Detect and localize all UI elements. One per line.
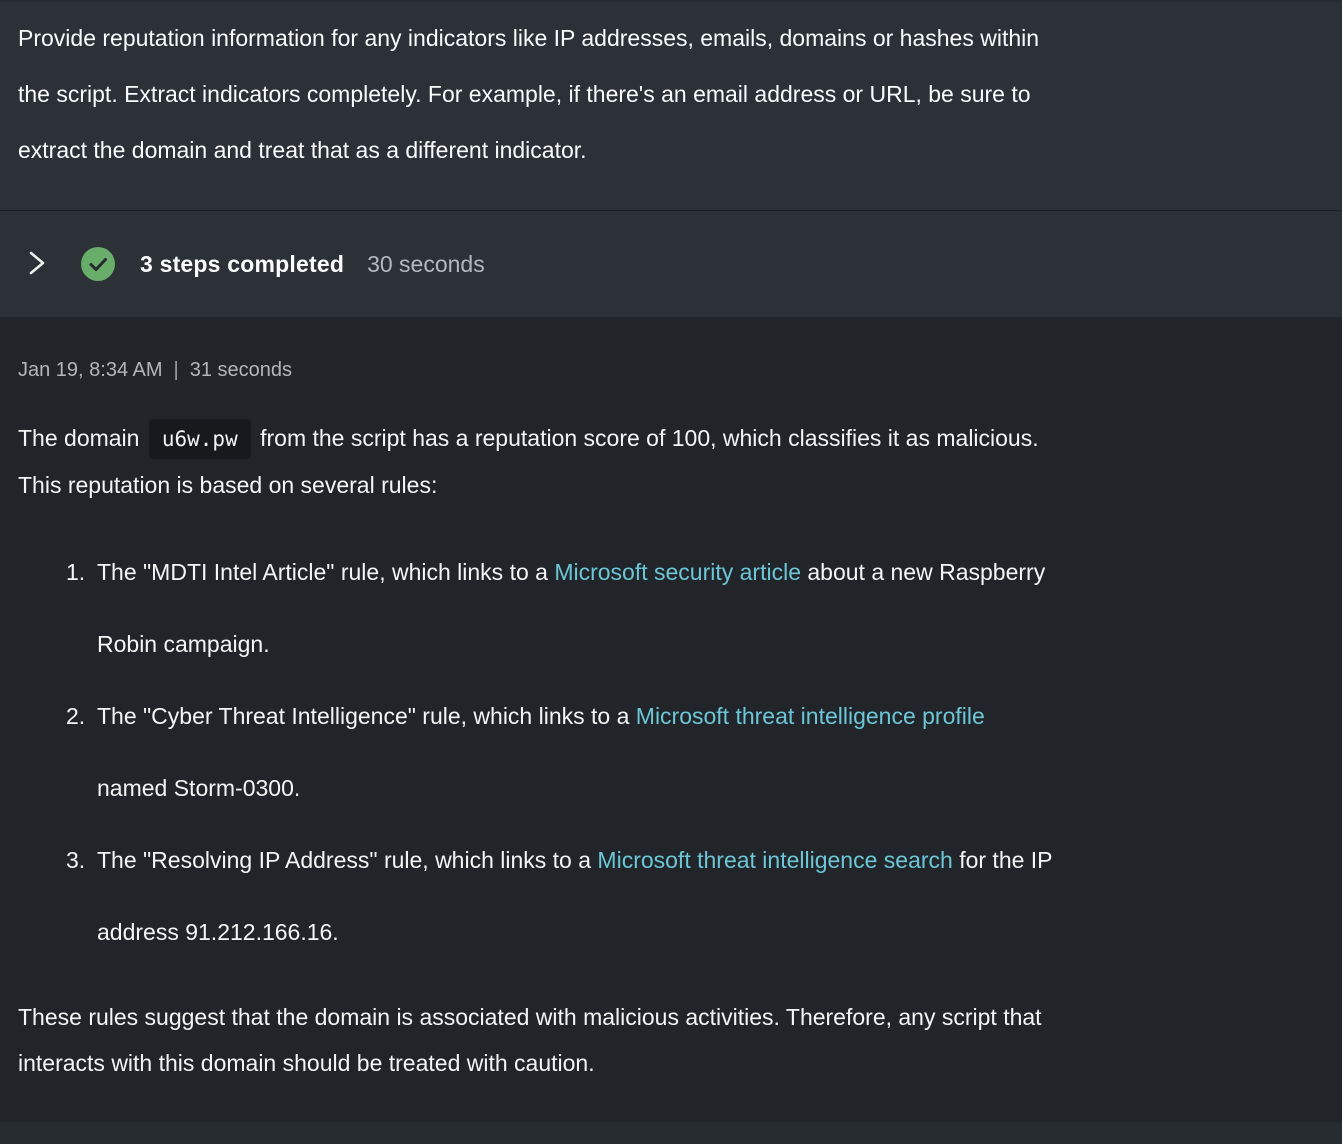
check-circle-icon [81,247,115,281]
prompt-line: extract the domain and treat that as a different indicator. [18,137,587,163]
list-item-text: The "Resolving IP Address" rule, which links to a [97,847,598,873]
assistant-response [0,317,1342,1086]
list-item-text: about a new Raspberry [801,559,1046,585]
list-item-text: The "MDTI Intel Article" rule, which links to a [97,559,555,585]
rules-list [18,536,1322,968]
list-item-number: 1. [66,559,86,585]
response-date: Jan 19, 8:34 AM [18,359,163,381]
intro-text-after-code: from the script has a reputation score of 100, which classifies it as malicious. [260,425,1039,451]
intro-line-1 [18,415,1322,462]
threat-intelligence-profile-link[interactable]: Microsoft threat intelligence profile [635,703,985,729]
timestamp-separator: | [173,359,179,381]
intro-text-before-code: The domain [18,425,140,451]
chevron-right-icon [26,248,48,281]
list-item-line-1 [97,824,1322,896]
intro-line-2: This reputation is based on several rules: [18,472,438,498]
conclusion-line-1: These rules suggest that the domain is associated with malicious activities. Therefore, any script that [18,1004,1042,1030]
list-item-body [97,680,1322,824]
list-item-line-2: named Storm-0300. [97,775,301,801]
list-item [18,824,1322,968]
response-conclusion-paragraph [18,994,1322,1086]
list-item [18,536,1322,680]
list-item-body [97,824,1322,968]
user-prompt [0,0,1342,210]
conclusion-line-2: interacts with this domain should be treated with caution. [18,1050,595,1076]
response-timestamp [18,356,1322,384]
response-duration: 31 seconds [189,359,293,381]
domain-code-chip: u6w.pw [149,419,251,459]
bottom-divider-band [0,1122,1342,1144]
steps-summary-row[interactable] [0,210,1342,317]
list-item-number: 3. [66,847,86,873]
list-item-text: for the IP [952,847,1053,873]
response-intro-paragraph [18,415,1322,509]
list-item-line-1 [97,680,1322,752]
list-item-body [97,536,1322,680]
prompt-line: Provide reputation information for any indicators like IP addresses, emails, domains or hashes within [18,25,1040,51]
list-item-number: 2. [66,703,86,729]
expand-steps-button[interactable] [25,249,49,279]
steps-duration: 30 seconds [367,250,485,277]
list-item-text: The "Cyber Threat Intelligence" rule, which links to a [97,703,636,729]
list-item-line-1 [97,536,1322,608]
prompt-line: the script. Extract indicators completely. For example, if there's an email address or URL, be sure to [18,81,1031,107]
threat-intelligence-search-link[interactable]: Microsoft threat intelligence search [597,847,953,873]
list-item-line-2: address 91.212.166.16. [97,919,339,945]
security-article-link[interactable]: Microsoft security article [554,559,801,585]
list-item-line-2: Robin campaign. [97,631,270,657]
list-item [18,680,1322,824]
steps-completed-label: 3 steps completed [140,250,345,277]
